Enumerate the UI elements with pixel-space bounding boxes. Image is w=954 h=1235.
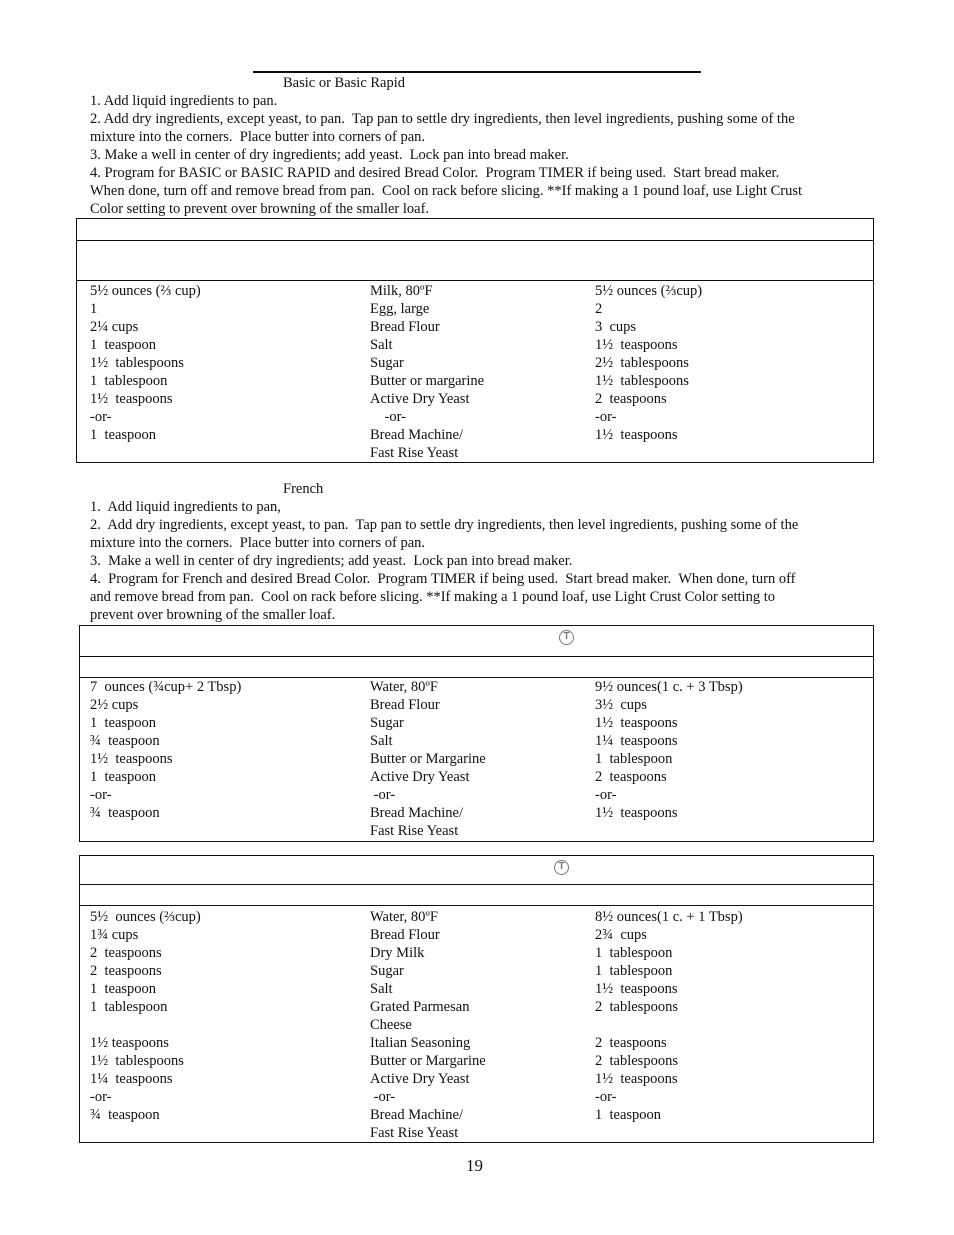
page-number: 19 (466, 1156, 483, 1175)
table-cell: Egg, large (370, 301, 430, 317)
table-cell: 1 tablespoon (595, 945, 673, 961)
table-cell: 1¼ teaspoons (90, 1071, 173, 1087)
table-cell: Bread Machine/ (370, 1107, 464, 1123)
table-cell: Milk, 80ºF (370, 283, 433, 299)
table-cell: 1 tablespoon (90, 373, 168, 389)
table-cell: Bread Machine/ (370, 805, 464, 821)
table-cell: 1½ teaspoons (595, 715, 678, 731)
table-cell: Active Dry Yeast (370, 769, 470, 785)
table-cell: -or- (595, 409, 617, 425)
table-cell: -or- (595, 787, 617, 803)
table-cell: Grated Parmesan (370, 999, 470, 1015)
table-cell: 2 teaspoons (595, 769, 667, 785)
table-divider (77, 240, 873, 241)
table-cell: 2 teaspoons (90, 963, 162, 979)
table-cell (90, 1016, 201, 1034)
timer-icon: T (554, 860, 569, 875)
table-cell: 1¾ cups (90, 927, 139, 943)
table-cell: 5½ ounces (⅔cup) (90, 909, 201, 925)
table-cell: 1½ tablespoons (595, 373, 689, 389)
column-small-loaf (90, 908, 201, 1142)
table-cell: Sugar (370, 963, 404, 979)
table-cell: Butter or Margarine (370, 751, 486, 767)
table-cell: 5½ ounces (⅔cup) (595, 283, 703, 299)
table-cell: Active Dry Yeast (370, 1071, 470, 1087)
table-cell: 1½ tablespoons (90, 355, 184, 371)
table-cell: 2 teaspoons (595, 1035, 667, 1051)
column-ingredients (370, 282, 484, 462)
recipe-table-basic (76, 218, 874, 463)
table-cell (595, 1016, 743, 1034)
table-cell: Water, 80ºF (370, 909, 438, 925)
table-cell: -or- (90, 409, 112, 425)
table-cell (90, 1124, 201, 1142)
column-large-loaf (595, 908, 743, 1142)
table-cell: 2½ cups (90, 697, 139, 713)
table-cell: 7 ounces (¾cup+ 2 Tbsp) (90, 679, 242, 695)
table-cell: Dry Milk (370, 945, 425, 961)
table-cell: Salt (370, 981, 393, 997)
table-cell: 1 teaspoon (90, 769, 157, 785)
table-cell: 2½ tablespoons (595, 355, 689, 371)
timer-icon: T (559, 630, 574, 645)
instruction-line: 4. Program for French and desired Bread Color. Program TIMER if being used. Start bread maker. When done, turn off (90, 571, 796, 587)
table-cell (595, 822, 743, 840)
column-large-loaf (595, 678, 743, 840)
table-cell: Salt (370, 337, 393, 353)
column-ingredients (370, 908, 486, 1142)
table-cell: 1 teaspoon (90, 715, 157, 731)
instruction-line: 1. Add liquid ingredients to pan. (90, 93, 278, 109)
table-cell: Bread Flour (370, 697, 440, 713)
table-cell: 1½ teaspoons (595, 981, 678, 997)
table-cell: 1½ teaspoons (90, 391, 173, 407)
table-cell: -or- (90, 1089, 112, 1105)
instructions-french (90, 498, 798, 624)
instruction-line: Color setting to prevent over browning of the smaller loaf. (90, 201, 430, 217)
table-cell: 2 teaspoons (90, 945, 162, 961)
table-cell: 1 tablespoon (595, 963, 673, 979)
column-large-loaf (595, 282, 702, 462)
table-cell: 1½ teaspoons (90, 1035, 169, 1051)
table-divider (80, 884, 873, 885)
section-heading-basic: Basic or Basic Rapid (283, 75, 406, 91)
column-ingredients (370, 678, 486, 840)
table-cell: 1 teaspoon (90, 337, 157, 353)
table-cell: 2¾ cups (595, 927, 647, 943)
table-cell: Butter or margarine (370, 373, 485, 389)
table-cell: 5½ ounces (⅔ cup) (90, 283, 201, 299)
table-cell (90, 822, 241, 840)
column-small-loaf (90, 678, 241, 840)
table-cell: 1 teaspoon (595, 1107, 662, 1123)
table-cell (90, 444, 201, 462)
table-cell: 3 cups (595, 319, 637, 335)
recipe-table-italian (79, 855, 874, 1143)
table-cell: 1½ teaspoons (90, 751, 173, 767)
instruction-line: 2. Add dry ingredients, except yeast, to pan. Tap pan to settle dry ingredients, then level ingredients, pushing some of the (90, 517, 799, 533)
table-cell: 2 tablespoons (595, 999, 678, 1015)
table-cell: 1 tablespoon (90, 999, 168, 1015)
table-divider (80, 905, 873, 906)
instruction-line: mixture into the corners. Place butter into corners of pan. (90, 129, 426, 145)
instruction-line: prevent over browning of the smaller loaf. (90, 607, 336, 623)
table-cell: 1 teaspoon (90, 427, 157, 443)
table-cell: 8½ ounces(1 c. + 1 Tbsp) (595, 909, 743, 925)
table-divider (80, 656, 873, 657)
section-heading-french: French (283, 481, 324, 497)
title-rule (253, 71, 701, 73)
table-cell: -or- (595, 1089, 617, 1105)
table-divider (77, 280, 873, 281)
table-cell: Salt (370, 733, 393, 749)
table-cell: 2 teaspoons (595, 391, 667, 407)
table-cell: 1 (90, 301, 98, 317)
table-cell: Butter or Margarine (370, 1053, 486, 1069)
instruction-line: 1. Add liquid ingredients to pan, (90, 499, 281, 515)
column-small-loaf (90, 282, 201, 462)
table-cell: 1½ teaspoons (595, 337, 678, 353)
table-cell: Sugar (370, 355, 404, 371)
instruction-line: 3. Make a well in center of dry ingredients; add yeast. Lock pan into bread maker. (90, 553, 573, 569)
instruction-line: 2. Add dry ingredients, except yeast, to pan. Tap pan to settle dry ingredients, then level ingredients, pushing some of the (90, 111, 795, 127)
table-cell: 2¼ cups (90, 319, 139, 335)
table-cell: 9½ ounces(1 c. + 3 Tbsp) (595, 679, 743, 695)
instruction-line: and remove bread from pan. Cool on rack before slicing. **If making a 1 pound loaf, use Light Crust Color setting to (90, 589, 775, 605)
table-cell: 1½ teaspoons (595, 427, 678, 443)
table-cell: -or- (370, 1089, 396, 1105)
instruction-line: mixture into the corners. Place butter into corners of pan. (90, 535, 426, 551)
table-cell: 1½ tablespoons (90, 1053, 184, 1069)
table-cell: -or- (370, 409, 406, 425)
table-cell: 1¼ teaspoons (595, 733, 678, 749)
table-cell: Sugar (370, 715, 404, 731)
table-cell: Bread Machine/ (370, 427, 464, 443)
table-cell: Active Dry Yeast (370, 391, 470, 407)
table-cell (595, 444, 702, 462)
table-cell (595, 1124, 743, 1142)
table-cell: -or- (90, 787, 112, 803)
table-cell: Water, 80ºF (370, 679, 438, 695)
instructions-basic (90, 92, 802, 218)
table-cell: Bread Flour (370, 319, 440, 335)
table-cell: -or- (370, 787, 396, 803)
table-cell: 1 tablespoon (595, 751, 673, 767)
table-cell: Fast Rise Yeast (370, 823, 459, 839)
table-cell: ¾ teaspoon (90, 805, 160, 821)
table-cell: Fast Rise Yeast (370, 445, 459, 461)
instruction-line: 3. Make a well in center of dry ingredients; add yeast. Lock pan into bread maker. (90, 147, 569, 163)
table-cell: Italian Seasoning (370, 1035, 471, 1051)
table-cell: ¾ teaspoon (90, 733, 160, 749)
table-cell: 1 teaspoon (90, 981, 157, 997)
table-cell: 2 (595, 301, 603, 317)
recipe-table-french (79, 625, 874, 842)
table-cell: 2 tablespoons (595, 1053, 678, 1069)
table-cell: ¾ teaspoon (90, 1107, 160, 1123)
table-cell: 1½ teaspoons (595, 805, 678, 821)
table-cell: Cheese (370, 1017, 412, 1033)
table-cell: 1½ teaspoons (595, 1071, 678, 1087)
table-cell: 3½ cups (595, 697, 647, 713)
instruction-line: When done, turn off and remove bread from pan. Cool on rack before slicing. **If making a 1 pound loaf, use Light Crust (90, 183, 803, 199)
table-cell: Fast Rise Yeast (370, 1125, 459, 1141)
instruction-line: 4. Program for BASIC or BASIC RAPID and desired Bread Color. Program TIMER if being used. Start bread maker. (90, 165, 780, 181)
table-cell: Bread Flour (370, 927, 440, 943)
